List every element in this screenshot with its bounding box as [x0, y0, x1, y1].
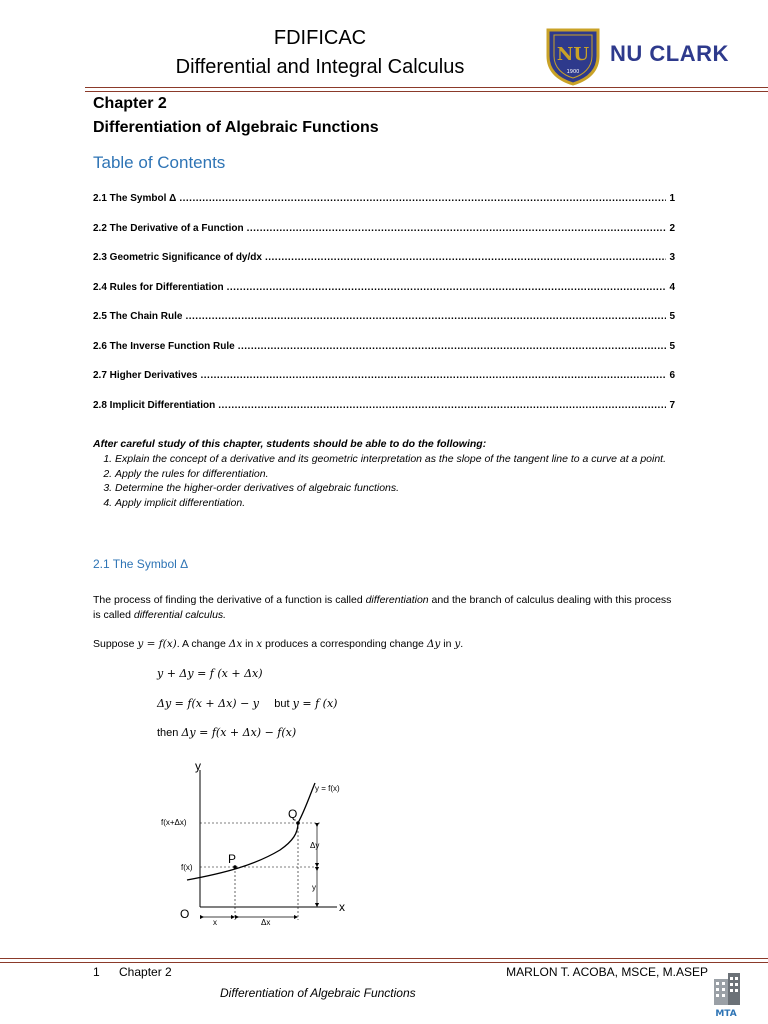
toc-entry-label: 2.6 The Inverse Function Rule [93, 340, 235, 352]
footer-author: MARLON T. ACOBA, MSCE, M.ASEP [506, 965, 708, 979]
logo-emblem-text: NU [556, 44, 590, 65]
origin-label: O [180, 907, 190, 921]
shield-emblem-icon [542, 26, 604, 86]
toc-title: Table of Contents [93, 153, 226, 172]
toc-entry-page: 7 [669, 399, 675, 411]
toc-entry-label: 2.4 Rules for Differentiation [93, 281, 224, 293]
table-of-contents [93, 193, 675, 429]
toc-entry-page: 4 [669, 281, 675, 293]
toc-leader [247, 223, 667, 234]
delta-x-label: Δx [261, 918, 271, 927]
delta-y-label: Δy [310, 841, 320, 850]
toc-entry-page: 6 [669, 370, 675, 381]
math-x: x [256, 638, 263, 650]
equation-2-condition: y = f (x) [292, 697, 338, 710]
text-run: Suppose [93, 638, 138, 650]
toc-leader [185, 311, 666, 322]
text-run: in [440, 638, 455, 650]
equation-3 [157, 726, 296, 739]
x-axis-label: x [339, 900, 345, 914]
section-heading: 2.1 The Symbol Δ [93, 557, 189, 571]
text-run: and the branch of calculus dealing with this process is called [93, 594, 672, 621]
equation-1 [157, 667, 263, 680]
learning-objectives [93, 438, 683, 510]
toc-leader [179, 193, 666, 204]
mta-logo [706, 969, 746, 1019]
equation-2-text: Δy = f(x + Δx) − y [157, 697, 260, 710]
equation-2 [157, 697, 337, 710]
f-x-label: f(x) [181, 863, 193, 872]
math-y-equals-fx: y = f(x) [137, 638, 177, 650]
course-title: Differential and Integral Calculus [175, 56, 465, 78]
y-axis-label: y [195, 759, 201, 773]
footer-rule [0, 958, 768, 959]
toc-entry[interactable] [93, 311, 675, 341]
objective-item: 1. Explain the concept of a derivative and its geometric interpretation as the slope of the tangent line to a curve at a point. [115, 452, 683, 467]
toc-leader [218, 400, 666, 411]
text-run: produces a corresponding change [262, 638, 427, 650]
header-rule-thin [85, 91, 768, 92]
toc-entry-label: 2.8 Implicit Differentiation [93, 399, 216, 411]
term-differentiation: differentiation [365, 594, 429, 606]
paragraph-differentiation [93, 593, 673, 623]
toc-entry-page: 1 [669, 193, 675, 204]
paragraph-suppose [93, 637, 673, 652]
building-icon [706, 969, 746, 1019]
f-x-dx-label: f(x+Δx) [161, 818, 187, 827]
toc-entry-label: 2.5 The Chain Rule [93, 311, 183, 322]
toc-entry[interactable] [93, 193, 675, 223]
point-q-label: Q [288, 807, 298, 821]
course-code: FDIFICAC [273, 27, 367, 49]
toc-entry-label: 2.2 The Derivative of a Function [93, 222, 244, 234]
objective-item: 4. Apply implicit differentiation. [115, 496, 683, 511]
toc-entry-label: 2.1 The Symbol Δ [93, 193, 177, 204]
toc-leader [201, 370, 667, 381]
x-dimension-label: x [213, 918, 217, 927]
footer-chapter: Chapter 2 [119, 965, 172, 979]
point-p-label: P [228, 852, 237, 866]
function-curve [187, 783, 315, 880]
toc-entry[interactable] [93, 252, 675, 282]
math-y: y [454, 638, 461, 650]
logo-year: 1900 [566, 69, 580, 75]
curve-label: y = f(x) [315, 784, 340, 793]
equation-2-but: but [274, 698, 290, 710]
nu-clark-logo [542, 26, 762, 86]
toc-entry-label: 2.7 Higher Derivatives [93, 370, 198, 381]
logo-text: NU CLARK [610, 41, 729, 66]
math-delta-x: Δx [228, 638, 243, 650]
toc-entry[interactable] [93, 370, 675, 400]
toc-entry[interactable] [93, 282, 675, 312]
objectives-heading: After careful study of this chapter, students should be able to do the following: [93, 438, 487, 450]
term-differential-calculus: differential calculus. [133, 609, 227, 621]
toc-leader [238, 341, 667, 352]
toc-entry-label: 2.3 Geometric Significance of dy/dx [93, 252, 262, 263]
mta-label: MTA [715, 1009, 737, 1019]
objectives-list [93, 452, 683, 510]
math-delta-y: Δy [426, 638, 441, 650]
delta-diagram [155, 755, 360, 940]
text-run: . A change [176, 638, 229, 650]
equation-3-then: then [157, 727, 179, 739]
toc-entry-page: 5 [669, 340, 675, 352]
toc-leader [227, 282, 667, 293]
toc-entry-page: 3 [669, 252, 675, 263]
text-run: . [460, 638, 464, 650]
objective-item: 3. Determine the higher-order derivatives of algebraic functions. [115, 481, 683, 496]
footer-rule-thin [0, 962, 768, 963]
delta-diagram-svg [155, 755, 360, 935]
equation-1-text: y + Δy = f (x + Δx) [157, 667, 263, 680]
y-dimension-label: y [312, 883, 316, 892]
footer-subtitle: Differentiation of Algebraic Functions [220, 986, 416, 1000]
toc-entry-page: 2 [669, 222, 675, 234]
header-rule [85, 87, 768, 88]
toc-entry[interactable] [93, 341, 675, 371]
text-run: The process of finding the derivative of a function is called [93, 594, 366, 606]
objective-item: 2. Apply the rules for differentiation. [115, 467, 683, 482]
page-number: 1 [93, 965, 100, 979]
chapter-number: Chapter 2 [93, 95, 167, 112]
chapter-title: Differentiation of Algebraic Functions [93, 119, 379, 136]
toc-entry[interactable] [93, 223, 675, 253]
equation-3-text: Δy = f(x + Δx) − f(x) [181, 726, 297, 739]
toc-entry[interactable] [93, 400, 675, 430]
toc-leader [265, 252, 666, 263]
toc-entry-page: 5 [669, 311, 675, 322]
text-run: in [242, 638, 257, 650]
